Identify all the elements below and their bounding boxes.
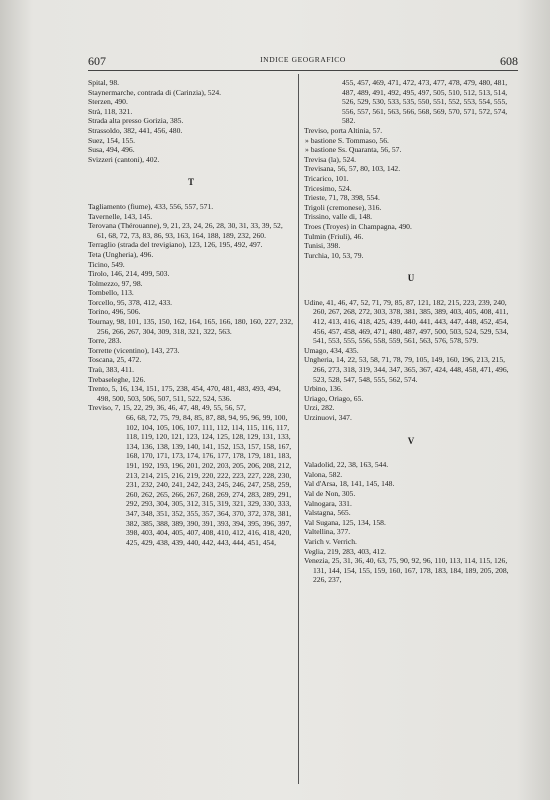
index-entry: Val d'Arsa, 18, 141, 145, 148. bbox=[304, 479, 395, 489]
index-entry: Tricarico, 101. bbox=[304, 173, 349, 183]
index-entry: Torrette (vicentino), 143, 273. bbox=[88, 345, 180, 355]
index-entry: Toscana, 25, 472. bbox=[88, 355, 142, 365]
index-entry: Torcello, 95, 378, 412, 433. bbox=[88, 297, 173, 307]
index-entry: Valona, 582. bbox=[304, 469, 343, 479]
running-title: INDICE GEOGRAFICO bbox=[260, 55, 346, 64]
index-entry: Val de Non, 305. bbox=[304, 488, 356, 498]
index-entry: Strà, 118, 321. bbox=[88, 106, 133, 116]
index-entry: Svizzeri (cantoni), 402. bbox=[88, 154, 160, 164]
section-letter: U bbox=[407, 273, 415, 284]
index-entry: Trevisana, 56, 57, 80, 103, 142. bbox=[304, 164, 401, 174]
index-entry: Strada alta presso Gorizia, 385. bbox=[88, 116, 184, 126]
index-entry: Suez, 154, 155. bbox=[88, 135, 136, 145]
section-letter: T bbox=[187, 177, 194, 188]
index-entry: Terraglio (strada del trevigiano), 123, 126, 195, 492, 497. bbox=[88, 240, 263, 250]
index-entry: Urbino, 136. bbox=[304, 384, 343, 394]
index-entry: Susa, 494, 496. bbox=[88, 145, 135, 155]
index-entry: Val Sugana, 125, 134, 158. bbox=[304, 517, 386, 527]
index-entry: Treviso, porta Altinia, 57. bbox=[304, 125, 383, 135]
index-entry: Ungheria, 14, 22, 53, 58, 71, 78, 79, 105, 149, 160, 196, 213, 215, 266, 273, 318, 319, 344, 347, 365, 367, 424, 448, 458, 471, 496, 523, 528, 547, 548, 555, 562, 574. bbox=[304, 355, 509, 384]
index-subentry: » bastione Ss. Quaranta, 56, 57. bbox=[305, 145, 402, 155]
index-entry: Tunisi, 398. bbox=[304, 241, 341, 251]
index-entry: Valadolid, 22, 38, 163, 544. bbox=[304, 460, 389, 470]
index-entry: Ticino, 549. bbox=[88, 259, 125, 269]
header-rule bbox=[88, 70, 518, 71]
index-entry: Strassoldo, 382, 441, 456, 480. bbox=[88, 125, 183, 135]
index-entry: Treviso, 7, 15, 22, 29, 36, 46, 47, 48, 49, 55, 56, 57, bbox=[88, 403, 246, 413]
index-entry: Trevisa (la), 524. bbox=[304, 154, 357, 164]
index-entry: Torino, 496, 506. bbox=[88, 307, 141, 317]
index-entry: Trieste, 71, 78, 398, 554. bbox=[304, 193, 380, 203]
index-entry: Tournay, 98, 101, 135, 150, 162, 164, 165, 166, 180, 160, 227, 232, 256, 266, 267, 304, 309, 318, 321, 322, 563. bbox=[88, 317, 294, 336]
index-entry: Troes (Troyes) in Champagna, 490. bbox=[304, 221, 412, 231]
index-entry-continuation: 66, 68, 72, 75, 79, 84, 85, 87, 88, 94, 95, 96, 99, 100, 102, 104, 105, 106, 107, 111, 112, 114, 115, 116, 117, 118, 119, 120, 121, 123, 124, 125, 128, 129, 131, 133, 134, 136, 138, 139, 140, 141, 152, 153, 157, 158, 167, 168, 170, 171, 173, 174, 176, 177, 178, 179, 181, 183, 191, 192, 193, 196, 201, 202, 203, 205, 206, 208, 212, 213, 214, 215, 216, 219, 220, 222, 223, 227, 228, 230, 231, 232, 240, 241, 242, 243, 245, 246, 247, 258, 259, 260, 262, 265, 266, 267, 268, 269, 274, 283, 289, 291, 292, 293, 304, 305, 312, 315, 319, 321, 329, 330, 333, 347, 348, 351, 352, 355, 357, 364, 370, 372, 378, 381, 382, 385, 388, 389, 390, 391, 393, 394, 395, 396, 397, 398, 403, 404, 405, 407, 408, 410, 412, 416, 418, 420, 425, 429, 438, 439, 440, 442, 443, 444, 451, 454, bbox=[126, 413, 292, 547]
index-entry: Trissino, valle di, 148. bbox=[304, 212, 373, 222]
index-entry: Veglia, 219, 283, 403, 412. bbox=[304, 546, 387, 556]
index-subentry: » bastione S. Tommaso, 56. bbox=[305, 135, 389, 145]
index-entry: Tricesimo, 524. bbox=[304, 183, 352, 193]
index-entry: Trebaseleghe, 126. bbox=[88, 374, 146, 384]
index-entry: Sterzen, 490. bbox=[88, 97, 128, 107]
index-entry: Valtellina, 377. bbox=[304, 527, 351, 537]
index-entry: Urzi, 282. bbox=[304, 403, 335, 413]
index-entry: Terovana (Thérouanne), 9, 21, 23, 24, 26, 28, 30, 31, 33, 39, 52, 61, 68, 72, 73, 83, 86, 93, 163, 164, 188, 189, 232, 260. bbox=[88, 221, 283, 240]
index-entry: Turchia, 10, 53, 79. bbox=[304, 250, 364, 260]
index-entry: Tolmezzo, 97, 98. bbox=[88, 278, 143, 288]
index-entry-continuation: 455, 457, 469, 471, 472, 473, 477, 478, 479, 480, 481, 487, 489, 491, 492, 495, 497, 505, 510, 512, 513, 514, 526, 529, 530, 533, 535, 550, 551, 552, 553, 554, 555, 556, 557, 561, 563, 566, 568, 569, 570, 571, 572, 574, 582. bbox=[342, 78, 508, 126]
index-column-right bbox=[304, 78, 518, 585]
index-entry: Torre, 283. bbox=[88, 336, 122, 346]
page-header bbox=[88, 54, 518, 68]
index-entry: Varich v. Verrich. bbox=[304, 536, 357, 546]
index-entry: Valnogara, 331. bbox=[304, 498, 352, 508]
page-number-left: 607 bbox=[88, 54, 106, 68]
column-divider bbox=[298, 74, 299, 784]
index-entry: Trento, 5, 16, 134, 151, 175, 238, 454, 470, 481, 483, 493, 494, 498, 500, 503, 506, 507, 511, 522, 524, 536. bbox=[88, 384, 281, 403]
index-entry: Tulmin (Friuli), 46. bbox=[304, 231, 364, 241]
index-entry: Valstagna, 565. bbox=[304, 508, 351, 518]
index-column-left bbox=[88, 78, 294, 547]
index-entry: Tagliamento (fiume), 433, 556, 557, 571. bbox=[88, 201, 214, 211]
page-number-right: 608 bbox=[500, 54, 518, 68]
index-entry: Tirolo, 146, 214, 499, 503. bbox=[88, 269, 170, 279]
index-entry: Umago, 434, 435. bbox=[304, 345, 359, 355]
index-entry: Udine, 41, 46, 47, 52, 71, 79, 85, 87, 121, 182, 215, 223, 239, 240, 260, 267, 268, 272, 303, 378, 381, 385, 389, 403, 405, 408, 411, 412, 413, 416, 418, 425, 439, 440, 441, 443, 447, 448, 452, 454, 456, 457, 458, 469, 471, 480, 487, 497, 500, 503, 524, 529, 534, 541, 553, 555, 556, 558, 559, 561, 563, 576, 578, 579. bbox=[304, 297, 509, 346]
index-entry: Uriago, Oriago, 65. bbox=[304, 393, 364, 403]
index-entry: Traù, 383, 411. bbox=[88, 365, 135, 375]
index-entry: Urzinuovi, 347. bbox=[304, 413, 352, 422]
index-entry: Venezia, 25, 31, 36, 40, 63, 75, 90, 92, 96, 110, 113, 114, 115, 126, 131, 144, 154, 155, 159, 160, 167, 178, 183, 184, 189, 205, 208, 226, 237, bbox=[304, 556, 509, 585]
index-entry: Spital, 98. bbox=[88, 78, 120, 87]
index-entry: Tombello, 113. bbox=[88, 288, 134, 298]
section-letter: V bbox=[407, 435, 415, 446]
index-entry: Teta (Ungheria), 496. bbox=[88, 249, 154, 259]
index-entry: Trigoli (cremonese), 316. bbox=[304, 202, 382, 212]
index-entry: Tavernelle, 143, 145. bbox=[88, 211, 153, 221]
index-entry: Staynermarche, contrada di (Carinzia), 524. bbox=[88, 87, 222, 97]
